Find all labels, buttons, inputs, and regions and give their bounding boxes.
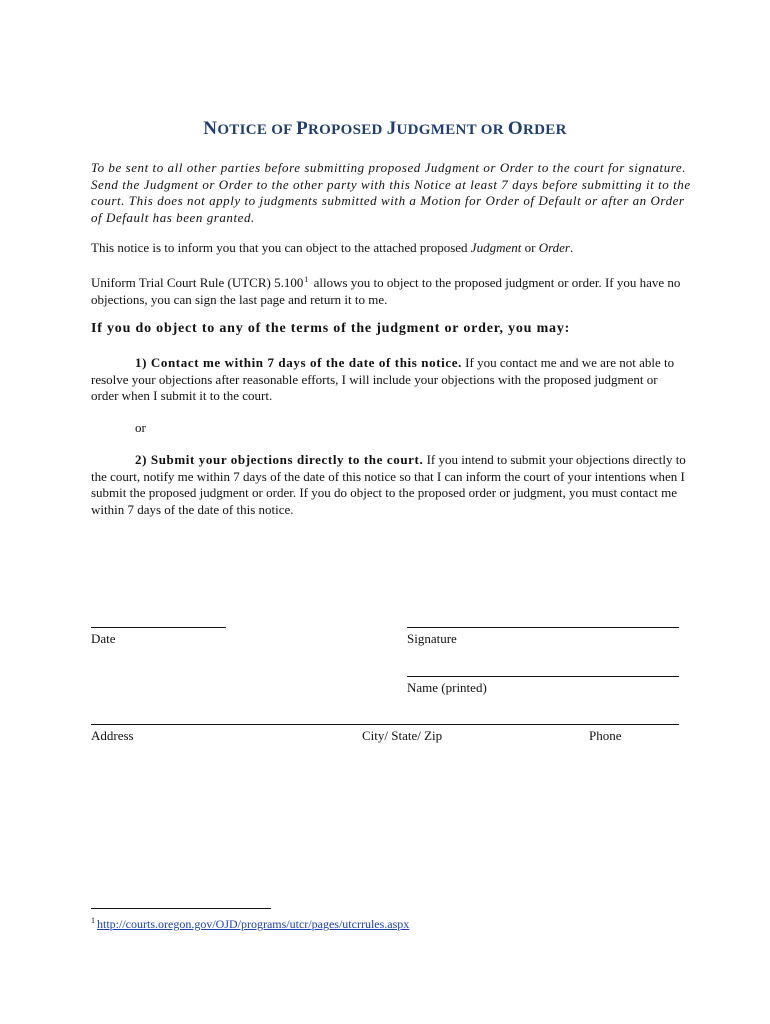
city-state-zip-label: City/ State/ Zip <box>362 728 443 743</box>
title-rest-4: RDER <box>523 122 567 138</box>
name-line[interactable] <box>407 676 679 677</box>
judgment-word: Judgment <box>470 240 522 255</box>
notice-paragraph <box>91 240 691 257</box>
option-submit <box>91 452 686 518</box>
address-label: Address <box>91 728 134 743</box>
notice-text: This notice is to inform you that you can object to the attached proposed <box>91 240 471 255</box>
or-word: or <box>521 240 539 255</box>
title-rest-3: UDGMENT OR <box>396 122 508 138</box>
title-cap-3: J <box>386 118 397 139</box>
intro-instructions: To be sent to all other parties before submitting proposed Judgment or Order to the court for signature. Send the Judgment or Order to the other party with this Notice at least 7 days before submitting it to the court. This does not apply to judgments submitted with a Motion for Order of Default or after an Order of Default has been granted. <box>91 160 691 225</box>
option-submit-lead: 2) Submit your objections directly to the court. <box>135 452 424 467</box>
document-title <box>90 118 680 140</box>
name-label: Name (printed) <box>407 680 487 695</box>
option-contact-text: If you contact me and we are not able to resolve your objections after reasonable efforts, I will include your objections with the proposed judgment or order when I submit it to the court. <box>91 355 675 403</box>
utcr-paragraph <box>91 272 691 308</box>
date-line[interactable] <box>91 627 226 628</box>
order-word: Order <box>538 240 570 255</box>
footnote-link[interactable]: http://courts.oregon.gov/OJD/programs/utcr/pages/utcrrules.aspx <box>97 917 410 931</box>
title-cap-2: P <box>296 118 309 139</box>
option-submit-text: If you intend to submit your objections directly to the court, notify me within 7 days of the date of this notice so that I can inform the court of your intentions when I submit the proposed judgment or order. If you do object to the proposed order or judgment, you must contact me within 7 days of the date of this notice. <box>91 452 686 517</box>
footnote-marker: 1 <box>91 916 95 925</box>
address-line[interactable] <box>91 724 679 725</box>
option-contact <box>91 355 686 405</box>
title-rest-2: ROPOSED <box>308 122 387 138</box>
title-rest-1: OTICE OF <box>217 122 297 138</box>
signature-line[interactable] <box>407 627 679 628</box>
utcr-text-after: allows you to object to the proposed judgment or order. If you have no objections, you can sign the last page and return it to me. <box>91 275 681 307</box>
signature-label: Signature <box>407 631 457 646</box>
option-contact-lead: 1) Contact me within 7 days of the date of this notice. <box>135 355 462 370</box>
period: . <box>569 240 574 255</box>
footnote-reference: 1 <box>304 275 309 284</box>
phone-label: Phone <box>589 728 622 743</box>
title-cap-1: N <box>203 118 218 139</box>
objection-heading: If you do object to any of the terms of the judgment or order, you may: <box>91 321 571 336</box>
or-separator: or <box>135 420 146 435</box>
footnote <box>91 916 409 932</box>
utcr-text-before: Uniform Trial Court Rule (UTCR) 5.100 <box>91 275 304 290</box>
date-label: Date <box>91 631 116 646</box>
title-cap-4: O <box>507 118 523 139</box>
footnote-rule <box>91 908 271 909</box>
